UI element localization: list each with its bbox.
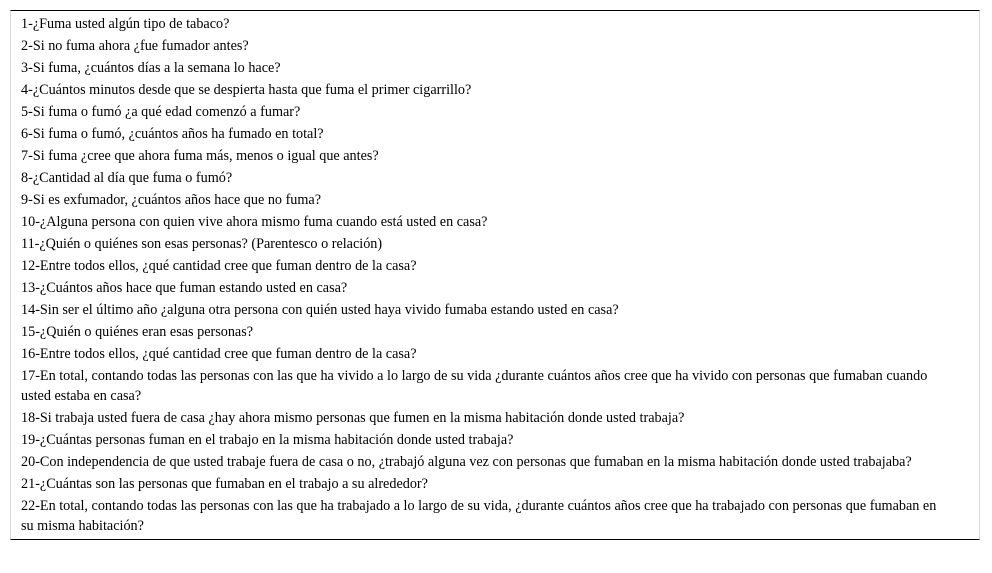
question-row: 20-Con independencia de que usted trabaje fuera de casa o no, ¿trabajó alguna vez con personas que fumaban en la misma habitación donde usted trabajaba?: [21, 454, 912, 470]
question-row: 5-Si fuma o fumó ¿a qué edad comenzó a fumar?: [21, 104, 301, 120]
question-row: 4-¿Cuántos minutos desde que se despierta hasta que fuma el primer cigarrillo?: [21, 82, 472, 98]
question-row: 16-Entre todos ellos, ¿qué cantidad cree que fuman dentro de la casa?: [21, 346, 417, 362]
question-row: 15-¿Quién o quiénes eran esas personas?: [21, 324, 254, 340]
question-row: 10-¿Alguna persona con quien vive ahora mismo fuma cuando está usted en casa?: [21, 214, 488, 230]
question-list: [11, 13, 979, 537]
question-row: 14-Sin ser el último año ¿alguna otra persona con quién usted haya vivido fumaba estando usted en casa?: [21, 302, 619, 318]
question-row: 8-¿Cantidad al día que fuma o fumó?: [21, 170, 233, 186]
question-row: 17-En total, contando todas las personas con las que ha vivido a lo largo de su vida ¿durante cuántos años cree que ha vivido con personas que fumaban cuando usted estaba en casa?: [21, 368, 928, 404]
question-row: 18-Si trabaja usted fuera de casa ¿hay ahora mismo personas que fumen en la misma habitación donde usted trabaja?: [21, 410, 685, 426]
question-row: 1-¿Fuma usted algún tipo de tabaco?: [21, 16, 230, 32]
question-row: 19-¿Cuántas personas fuman en el trabajo en la misma habitación donde usted trabaja?: [21, 432, 514, 448]
questionnaire-table: [10, 10, 980, 540]
question-row: 11-¿Quién o quiénes son esas personas? (Parentesco o relación): [21, 236, 383, 252]
question-row: 6-Si fuma o fumó, ¿cuántos años ha fumado en total?: [21, 126, 324, 142]
question-row: 13-¿Cuántos años hace que fuman estando usted en casa?: [21, 280, 348, 296]
question-row: 3-Si fuma, ¿cuántos días a la semana lo hace?: [21, 60, 281, 76]
question-row: 22-En total, contando todas las personas con las que ha trabajado a lo largo de su vida, ¿durante cuántos años cree que ha trabajado con personas que fumaban en su misma habitación?: [21, 498, 937, 534]
question-row: 9-Si es exfumador, ¿cuántos años hace que no fuma?: [21, 192, 322, 208]
question-row: 21-¿Cuántas son las personas que fumaban en el trabajo a su alrededor?: [21, 476, 428, 492]
question-row: 2-Si no fuma ahora ¿fue fumador antes?: [21, 38, 249, 54]
question-row: 12-Entre todos ellos, ¿qué cantidad cree que fuman dentro de la casa?: [21, 258, 417, 274]
question-row: 7-Si fuma ¿cree que ahora fuma más, menos o igual que antes?: [21, 148, 379, 164]
